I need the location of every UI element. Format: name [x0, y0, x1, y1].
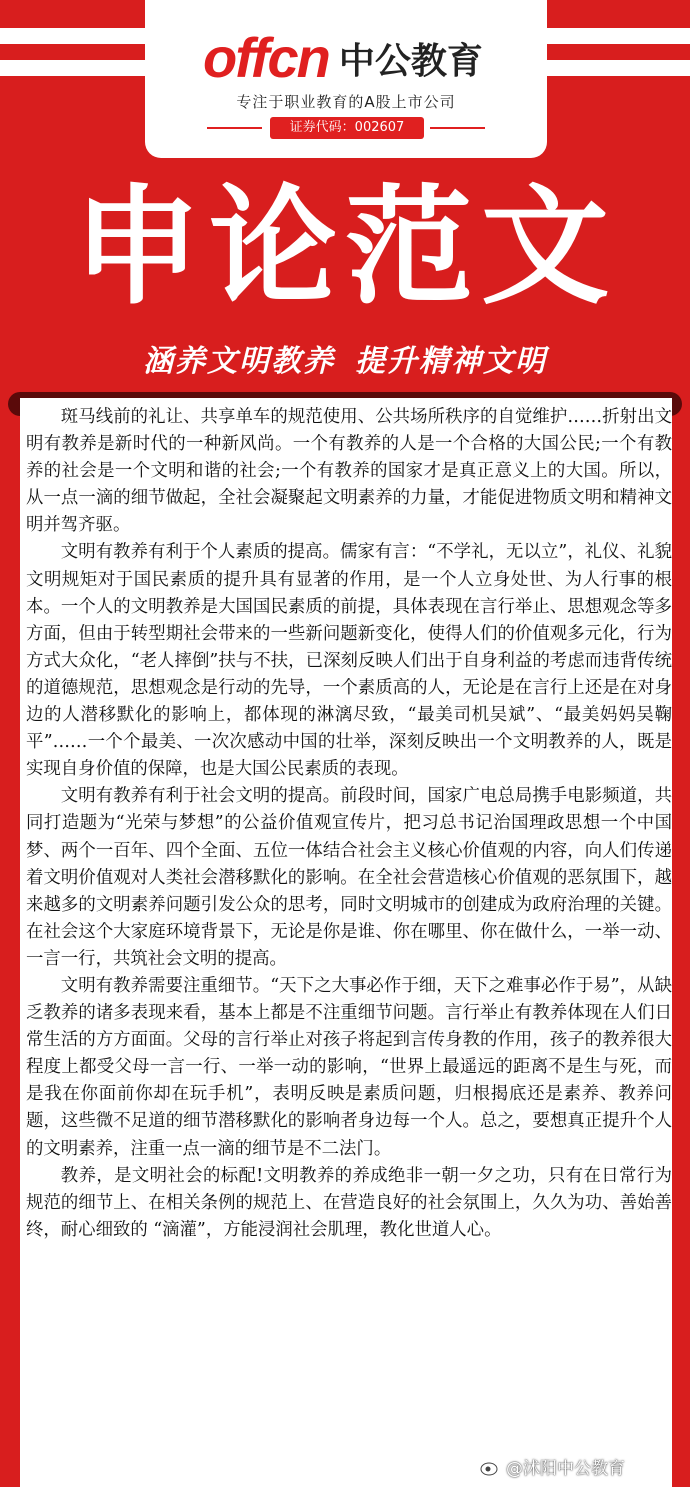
article-paragraph: 文明有教养需要注重细节。“天下之大事必作于细，天下之难事必作于易”，从缺乏教养的诸多表现来看，基本上都是不注重细节问题。言行举止有教养体现在人们日常生活的方方面面。父母的言行举止对孩子将起到言传身教的作用，孩子的教养很大程度上都受父母一言一行、一举一动的影响，“世界上最遥远的距离不是生与死，而是我在你面前你却在玩手机”，表明反映是素质问题，归根揭底还是素养、教养问题，这些微不足道的细节潜移默化的影响者身边每一个人。总之，要想真正提升个人的文明素养，注重一点一滴的细节是不二法门。	[26, 975, 672, 1159]
divider-line	[207, 127, 262, 129]
weibo-watermark	[480, 1454, 625, 1479]
header-stripe	[545, 28, 690, 44]
header-stripe	[0, 28, 150, 44]
logo-latin: offcn	[203, 26, 329, 89]
header-stripe	[545, 60, 690, 76]
logo-card	[145, 0, 547, 158]
page-title: 申论范文	[72, 173, 617, 322]
logo-chinese: 中公教育	[338, 41, 483, 82]
article-paragraph: 文明有教养有利于个人素质的提高。儒家有言：“不学礼，无以立”，礼仪、礼貌文明规矩对于国民素质的提升具有显著的作用，是一个人立身处世、为人行事的根本。一个人的文明教养是大国国民素质的前提，具体表现在言行举止、思想观念等多方面，但由于转型期社会带来的一些新问题新变化，使得人们的价值观多元化，行为方式大众化，“老人摔倒”扶与不扶，已深刻反映人们出于自身利益的考虑而违背传统的道德规范，思想观念是行动的先导，一个素质高的人，无论是在言行上还是在对身边的人潜移默化的影响上，都体现的淋漓尽致，“最美司机吴斌”、“最美妈妈吴鞠平”……一个个最美、一次次感动中国的壮举，深刻反映出一个文明教养的人，既是实现自身价值的保障，也是大国公民素质的表现。	[26, 542, 672, 780]
watermark-text: @沭阳中公教育	[506, 1459, 625, 1479]
subtitle-part: 涵养文明教养	[143, 344, 335, 379]
article-paragraph: 文明有教养有利于社会文明的提高。前段时间，国家广电总局携手电影频道，共同打造题为“光荣与梦想”的公益价值观宣传片，把习总书记治国理政思想一个中国梦、两个一百年、四个全面、五位一体结合社会主义核心价值观的内容，向人们传递着文明价值观对人类社会潜移默化的影响。在全社会营造核心价值观的恶氛围下，越来越多的文明素养问题引发公众的思考，同时文明城市的创建成为政府治理的关键。在社会这个大家庭环境背景下，无论是你是谁、你在哪里、你在做什么，一举一动、一言一行，共筑社会文明的提高。	[26, 786, 672, 969]
divider-line	[430, 127, 485, 129]
company-slogan: 专注于职业教育的A股上市公司	[236, 93, 456, 111]
brand-logo	[203, 26, 483, 89]
article-paragraph: 教养，是文明社会的标配!文明教养的养成绝非一朝一夕之功，只有在日常行为规范的细节上、在相关条例的规范上、在营造良好的社会氛围上，久久为功、善始善终，耐心细致的 “滴灌”，方能浸润社会肌理，教化世道人心。	[26, 1165, 672, 1240]
stock-code-badge: 证券代码：002607	[270, 117, 424, 139]
subtitle-part: 提升精神文明	[355, 344, 547, 379]
weibo-icon	[480, 1458, 502, 1476]
article-paragraph: 斑马线前的礼让、共享单车的规范使用、公共场所秩序的自觉维护……折射出文明有教养是新时代的一种新风尚。一个有教养的人是一个合格的大国公民;一个有教养的社会是一个文明和谐的社会;一个有教养的国家才是真正意义上的大国。所以，从一点一滴的细节做起，全社会凝聚起文明素养的力量，才能促进物质文明和精神文明并驾齐驱。	[26, 407, 672, 536]
header-stripe	[0, 60, 150, 76]
subtitle	[0, 342, 690, 382]
article-body	[26, 404, 672, 1244]
